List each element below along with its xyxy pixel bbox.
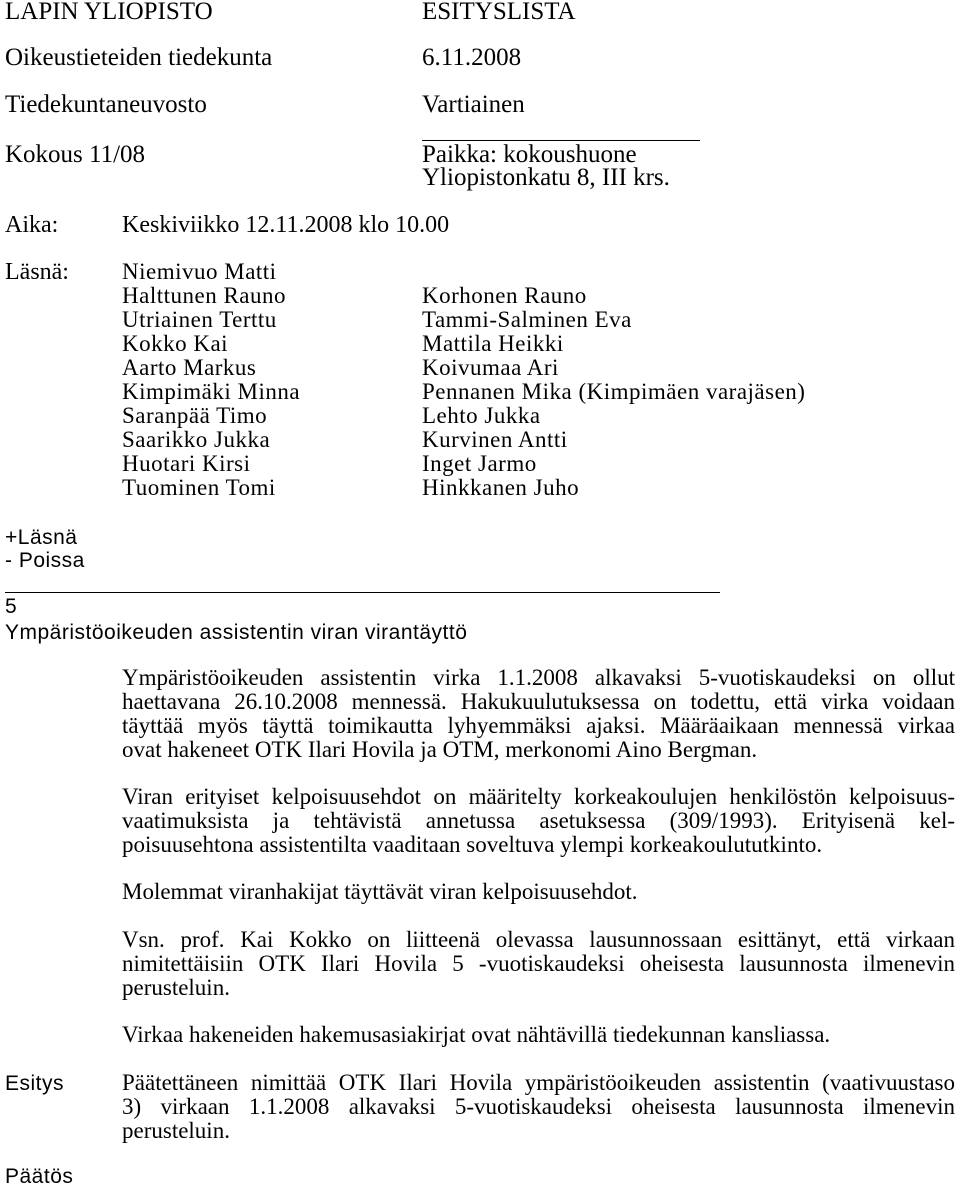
paragraph-line: 3) virkaan 1.1.2008 alkavaksi 5-vuotiskaudeksi oheisesta lausunnosta ilmenevin <box>122 1094 955 1119</box>
attendee: Tammi-Salminen Eva <box>422 307 632 332</box>
document-author: Vartiainen <box>422 91 525 118</box>
attendee: Utriainen Terttu <box>122 307 277 332</box>
paragraph-line: nimitettäisiin OTK Ilari Hovila 5 -vuotiskaudeksi oheisesta lausunnosta ilmenevin <box>122 951 955 976</box>
paragraph-statement <box>122 928 955 1000</box>
paragraph-line: Virkaa hakeneiden hakemusasiakirjat ovat nähtävillä tiedekunnan kansliassa. <box>122 1022 831 1047</box>
decision-label: Päätös <box>5 1165 74 1188</box>
meeting-place: Paikka: kokoushuone <box>422 141 637 168</box>
paragraph-line: haettavana 26.10.2008 mennessä. Hakukuulutuksessa on todettu, että virka voidaan <box>122 689 955 714</box>
university-name: LAPIN YLIOPISTO <box>5 0 213 25</box>
attendee: Hinkkanen Juho <box>422 475 580 500</box>
document-type: ESITYSLISTA <box>422 0 576 25</box>
attendee: Aarto Markus <box>122 355 257 380</box>
paragraph-line: perusteluin. <box>122 1118 230 1143</box>
attendee: Niemivuo Matti <box>122 259 277 284</box>
attendee-list-left <box>122 260 300 500</box>
attendee: Korhonen Rauno <box>422 283 587 308</box>
attendee: Lehto Jukka <box>422 403 541 428</box>
attendee: Tuominen Tomi <box>122 475 276 500</box>
absent-marker: - Poissa <box>5 549 85 572</box>
attendee: Kurvinen Antti <box>422 427 568 452</box>
paragraph-line: perusteluin. <box>122 975 230 1000</box>
paragraph-line: Ympäristöoikeuden assistentin virka 1.1.2008 alkavaksi 5-vuotiskaudeksi on ollut <box>122 665 955 690</box>
time-value: Keskiviikko 12.11.2008 klo 10.00 <box>122 212 450 238</box>
attendee: Halttunen Rauno <box>122 283 286 308</box>
proposal-label: Esitys <box>5 1072 65 1095</box>
paragraph-line: Viran erityiset kelpoisuusehdot on määritelty korkeakoulujen henkilöstön kelpoisuus- <box>122 784 955 809</box>
item-title: Ympäristöoikeuden assistentin viran virantäyttö <box>5 621 468 644</box>
paragraph-documents <box>122 1023 955 1047</box>
attendance-label: Läsnä: <box>5 259 69 285</box>
attendee: Mattila Heikki <box>422 331 564 356</box>
proposal-text <box>122 1071 955 1143</box>
paragraph-applicants <box>122 666 955 762</box>
item-number: 5 <box>5 595 18 618</box>
attendee: Kokko Kai <box>122 331 229 356</box>
meeting-address: Yliopistonkatu 8, III krs. <box>422 164 670 191</box>
attendee: Koivumaa Ari <box>422 355 559 380</box>
paragraph-line: Päätettäneen nimittää OTK Ilari Hovila ympäristöoikeuden assistentin (vaativuustaso <box>122 1070 955 1095</box>
attendee: Pennanen Mika (Kimpimäen varajäsen) <box>422 379 806 404</box>
paragraph-line: poisuusehtona assistentilta vaaditaan soveltuva ylempi korkeakoulututkinto. <box>122 832 823 857</box>
paragraph-line: ovat hakeneet OTK Ilari Hovila ja OTM, merkonomi Aino Bergman. <box>122 737 758 762</box>
faculty-name: Oikeustieteiden tiedekunta <box>5 44 273 71</box>
present-marker: +Läsnä <box>5 526 78 549</box>
attendee: Saranpää Timo <box>122 403 268 428</box>
attendee-list-right <box>422 284 805 500</box>
paragraph-eligibility <box>122 880 955 904</box>
governing-body: Tiedekuntaneuvosto <box>5 91 207 118</box>
attendee: Kimpimäki Minna <box>122 379 301 404</box>
document-date: 6.11.2008 <box>422 44 522 71</box>
paragraph-line: vaatimuksista ja tehtävistä annetussa asetuksessa (309/1993). Erityisenä kel- <box>122 808 955 833</box>
paragraph-line: täyttää myös täyttä toimikautta lyhyemmäksi ajaksi. Määräaikaan mennessä virkaa <box>122 713 955 738</box>
attendee: Inget Jarmo <box>422 451 537 476</box>
time-label: Aika: <box>5 212 59 238</box>
paragraph-line: Molemmat viranhakijat täyttävät viran kelpoisuusehdot. <box>122 879 638 904</box>
paragraph-line: Vsn. prof. Kai Kokko on liitteenä olevassa lausunnossaan esittänyt, että virkaan <box>122 927 955 952</box>
attendee: Huotari Kirsi <box>122 451 251 476</box>
paragraph-qualifications <box>122 785 955 857</box>
meeting-number: Kokous 11/08 <box>5 141 146 168</box>
attendee: Saarikko Jukka <box>122 427 271 452</box>
section-divider <box>5 592 720 593</box>
